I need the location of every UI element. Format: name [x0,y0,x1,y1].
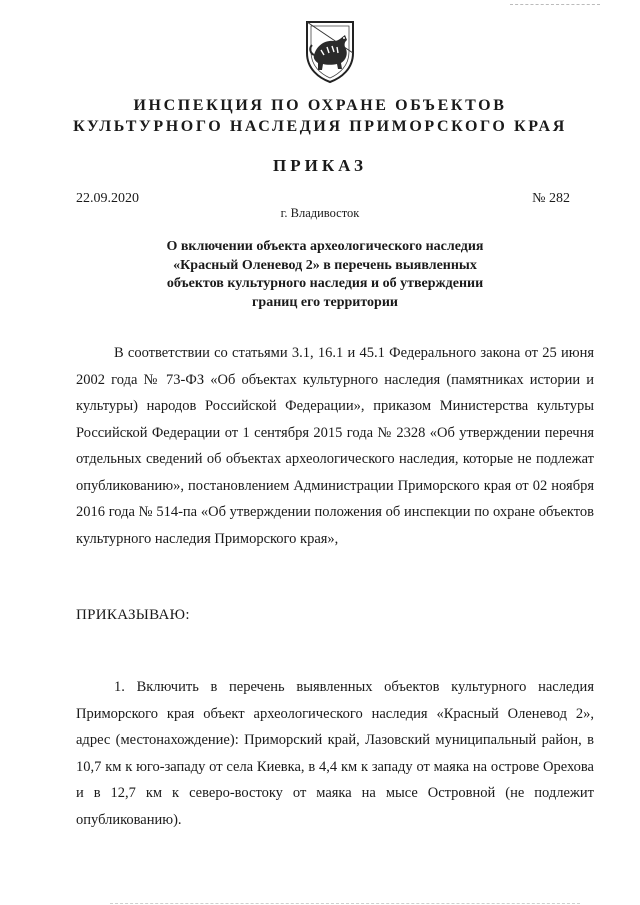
order-heading: ПРИКАЗЫВАЮ: [76,607,190,623]
coat-of-arms-tiger-icon [301,19,359,85]
organization-title-line2: КУЛЬТУРНОГО НАСЛЕДИЯ ПРИМОРСКОГО КРАЯ [73,118,567,135]
scan-mark [510,4,600,8]
organization-title-line1: ИНСПЕКЦИЯ ПО ОХРАНЕ ОБЪЕКТОВ [133,97,507,114]
subject-line: «Красный Оленевод 2» в перечень выявленных [173,257,477,273]
order-item-1: 1. Включить в перечень выявленных объектов культурного наследия Приморского края объект археологического наследия «Красный Оленевод 2», адрес (местонахождение): Приморский край, Лазовский муниципальный район, в 10,7 км к юго-западу от села Киевка, в 4,4 км к западу от маяка на острове Орехова и в 12,7 км к северо-востоку от маяка на мысе Островной (не подлежит опубликованию). [76,679,594,828]
document-subject [120,238,530,312]
subject-line: объектов культурного наследия и об утверждении [166,276,484,291]
scan-edge [110,903,580,904]
document-city: г. Владивосток [280,206,360,220]
document-date: 22.09.2020 [76,191,139,206]
document-type: ПРИКАЗ [273,156,367,175]
preamble-paragraph: В соответствии со статьями 3.1, 16.1 и 45.1 Федерального закона от 25 июня 2002 года № 73-ФЗ «Об объектах культурного наследия (памятниках истории и культуры) народов Российской Федерации», приказом Министерства культуры Российской Федерации от 1 сентября 2015 года № 2328 «Об утверждении перечня отдельных сведений об объектах археологического наследия, которые не подлежат опубликованию», постановлением Администрации Приморского края от 02 ноября 2016 года № 514-па «Об утверждении положения об инспекции по охране объектов культурного наследия Приморского края», [76,345,594,547]
subject-line: границ его территории [252,294,398,310]
document-number: № 282 [532,191,570,206]
subject-line: О включении объекта археологического наследия [166,239,484,254]
